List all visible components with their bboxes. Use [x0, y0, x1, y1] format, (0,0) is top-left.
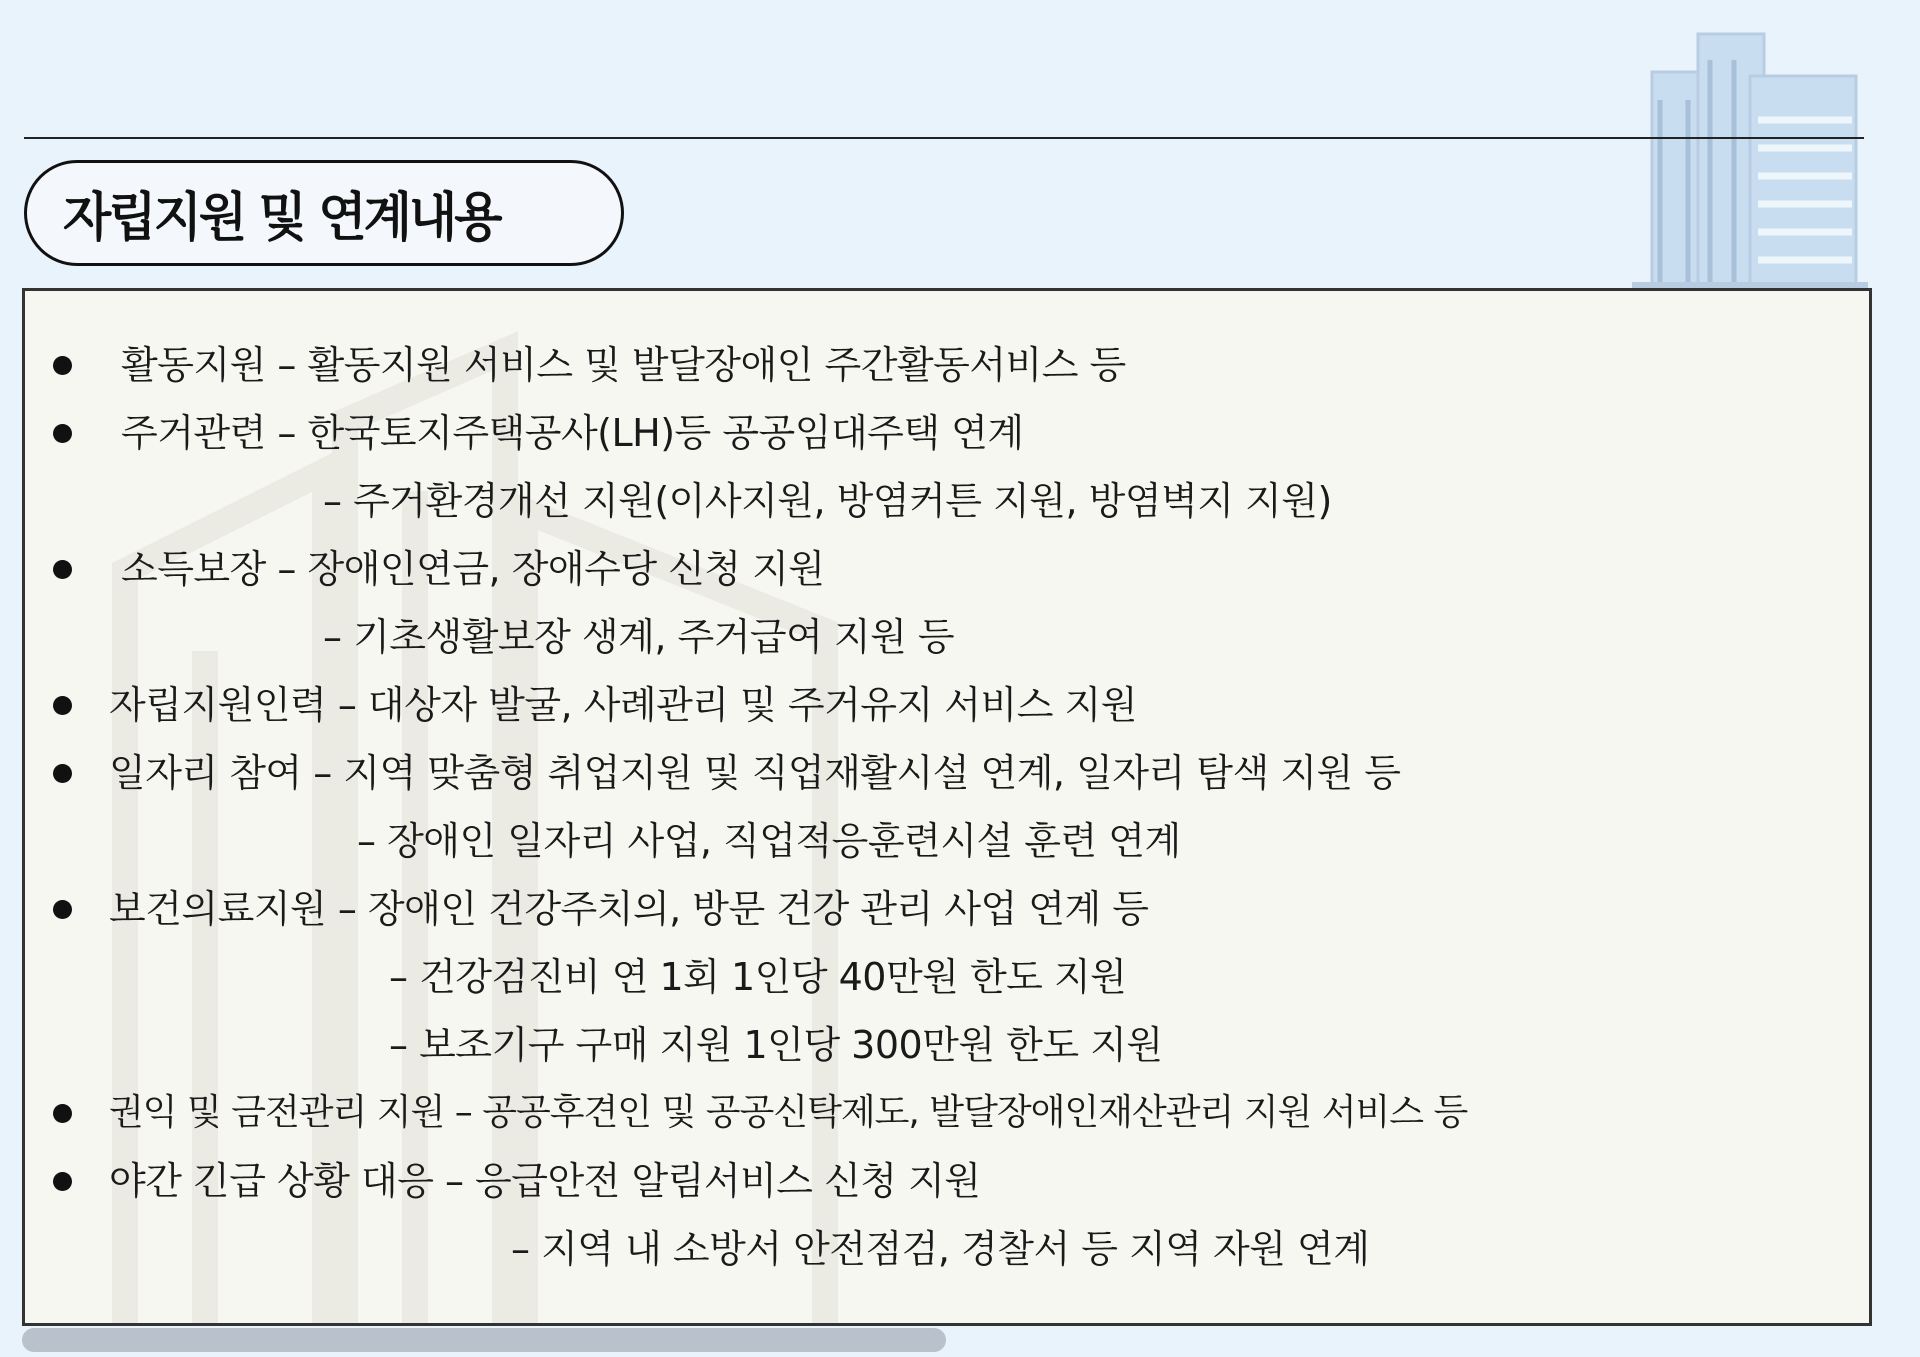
- list-item-text: – 주거환경개선 지원(이사지원, 방염커튼 지원, 방염벽지 지원): [323, 479, 1332, 523]
- list-item-text: – 장애인 일자리 사업, 직업적응훈련시설 훈련 연계: [357, 819, 1181, 863]
- list-item-text: 보건의료지원 – 장애인 건강주치의, 방문 건강 관리 사업 연계 등: [109, 887, 1149, 931]
- bullet-icon: [53, 764, 72, 783]
- panel-shadow-bar: [22, 1328, 946, 1352]
- bullet-icon: [53, 560, 72, 579]
- list-item-text: – 기초생활보장 생계, 주거급여 지원 등: [323, 615, 955, 659]
- building-illustration: [1630, 20, 1870, 290]
- bullet-icon: [53, 900, 72, 919]
- list-item-text: 야간 긴급 상황 대응 – 응급안전 알림서비스 신청 지원: [109, 1159, 981, 1203]
- bullet-icon: [53, 696, 72, 715]
- list-item-text: 활동지원 – 활동지원 서비스 및 발달장애인 주간활동서비스 등: [121, 343, 1126, 387]
- page-title: 자립지원 및 연계내용: [63, 186, 500, 248]
- bullet-icon: [53, 424, 72, 443]
- list-item-text: 주거관련 – 한국토지주택공사(LH)등 공공임대주택 연계: [121, 411, 1024, 455]
- header-divider: [24, 137, 1864, 139]
- list-item-text: – 보조기구 구매 지원 1인당 300만원 한도 지원: [389, 1023, 1163, 1067]
- list-item-text: 자립지원인력 – 대상자 발굴, 사례관리 및 주거유지 서비스 지원: [109, 683, 1137, 727]
- bullet-icon: [53, 1172, 72, 1191]
- list-item-text: 소득보장 – 장애인연금, 장애수당 신청 지원: [121, 547, 825, 591]
- support-list: [25, 291, 1869, 1323]
- list-item-text: – 건강검진비 연 1회 1인당 40만원 한도 지원: [389, 955, 1127, 999]
- content-panel: [22, 288, 1872, 1326]
- section-title-pill: [24, 160, 624, 266]
- list-item-text: 일자리 참여 – 지역 맞춤형 취업지원 및 직업재활시설 연계, 일자리 탐색 지원 등: [109, 751, 1401, 795]
- bullet-icon: [53, 356, 72, 375]
- list-item-text: 권익 및 금전관리 지원 – 공공후견인 및 공공신탁제도, 발달장애인재산관리 지원 서비스 등: [109, 1092, 1468, 1133]
- list-item-text: – 지역 내 소방서 안전점검, 경찰서 등 지역 자원 연계: [511, 1227, 1370, 1271]
- bullet-icon: [53, 1104, 72, 1123]
